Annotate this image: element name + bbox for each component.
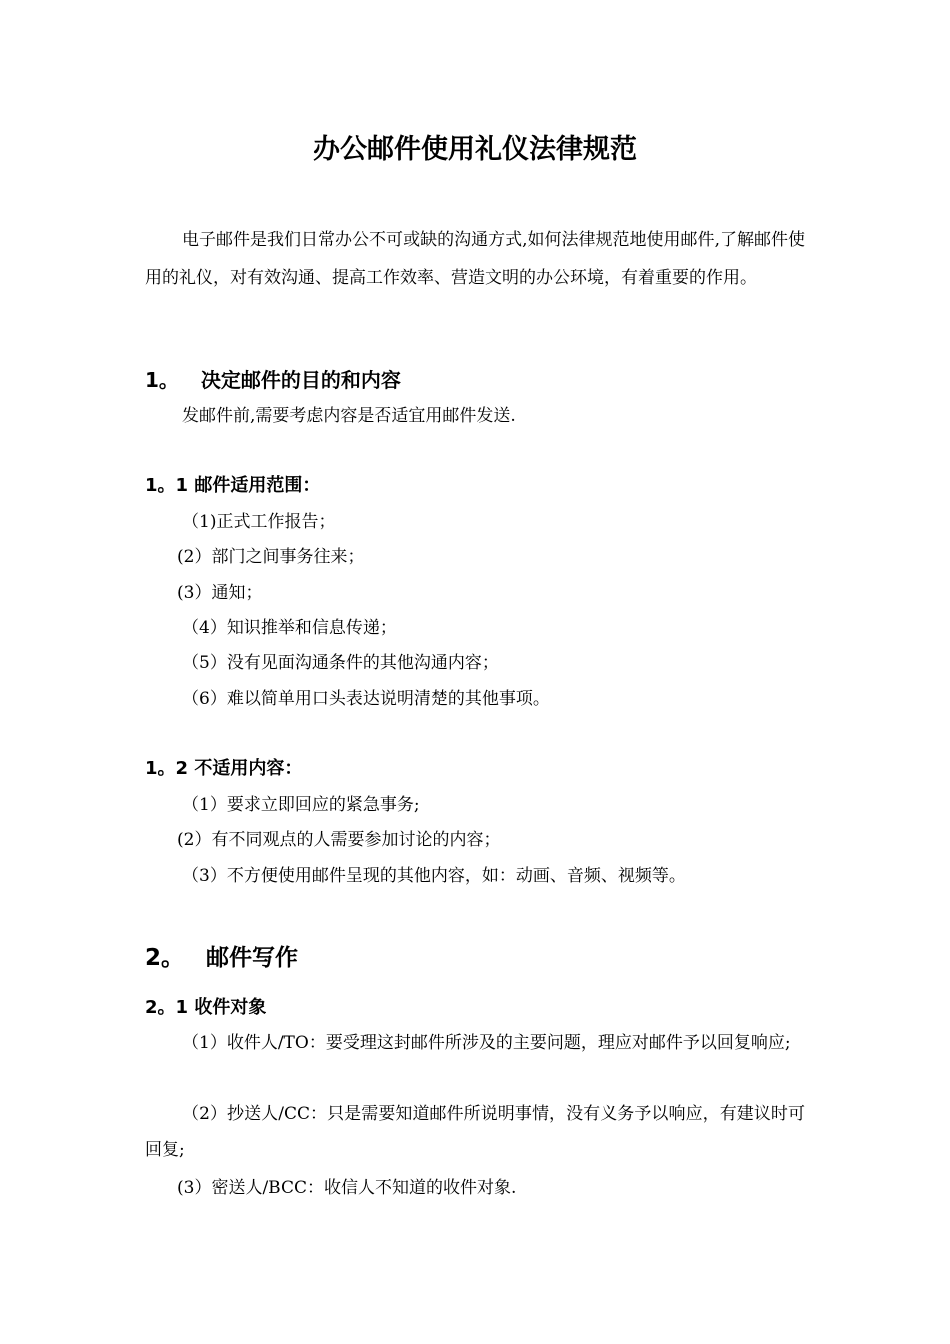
list-item: (3）通知； [177, 583, 263, 603]
list-item: （3）不方便使用邮件呈现的其他内容，如：动画、音频、视频等。 [182, 866, 686, 886]
list-item: (2）部门之间事务往来； [177, 547, 365, 567]
section-1-1-heading: 1。1 邮件适用范围： [145, 475, 321, 496]
intro-paragraph: 电子邮件是我们日常办公不可或缺的沟通方式,如何法律规范地使用邮件,了解邮件使用的礼仪，对有效沟通、提高工作效率、营造文明的办公环境，有着重要的作用。 [145, 230, 805, 288]
section-1-2-heading: 1。2 不适用内容： [145, 758, 303, 779]
section-1-number: 1。 [145, 368, 179, 392]
list-item: (2）有不同观点的人需要参加讨论的内容； [177, 830, 501, 850]
list-item: （1)正式工作报告； [182, 512, 336, 532]
list-item: （1）要求立即回应的紧急事务; [182, 795, 420, 815]
list-item: （2）抄送人/CC：只是需要知道邮件所说明事情，没有义务予以响应，有建议时可回复; [145, 1104, 805, 1160]
list-item: (3）密送人/BCC：收信人不知道的收件对象. [177, 1178, 517, 1198]
list-item: （5）没有见面沟通条件的其他沟通内容； [182, 653, 499, 673]
section-1-text: 发邮件前,需要考虑内容是否适宜用邮件发送. [182, 406, 516, 426]
section-2-heading [145, 942, 298, 974]
section-1-title: 决定邮件的目的和内容 [200, 368, 401, 392]
section-2-title: 邮件写作 [206, 945, 299, 971]
document-title: 办公邮件使用礼仪法律规范 [313, 134, 637, 165]
list-item: （6）难以简单用口头表达说明清楚的其他事项。 [182, 689, 550, 709]
section-1-heading [145, 366, 401, 394]
section-2-number: 2。 [145, 945, 185, 971]
list-item: （4）知识推举和信息传递； [182, 618, 397, 638]
list-item: （1）收件人/TO：要受理这封邮件所涉及的主要问题，理应对邮件予以回复响应; [182, 1033, 791, 1053]
section-2-1-heading: 2。1 收件对象 [145, 997, 267, 1018]
